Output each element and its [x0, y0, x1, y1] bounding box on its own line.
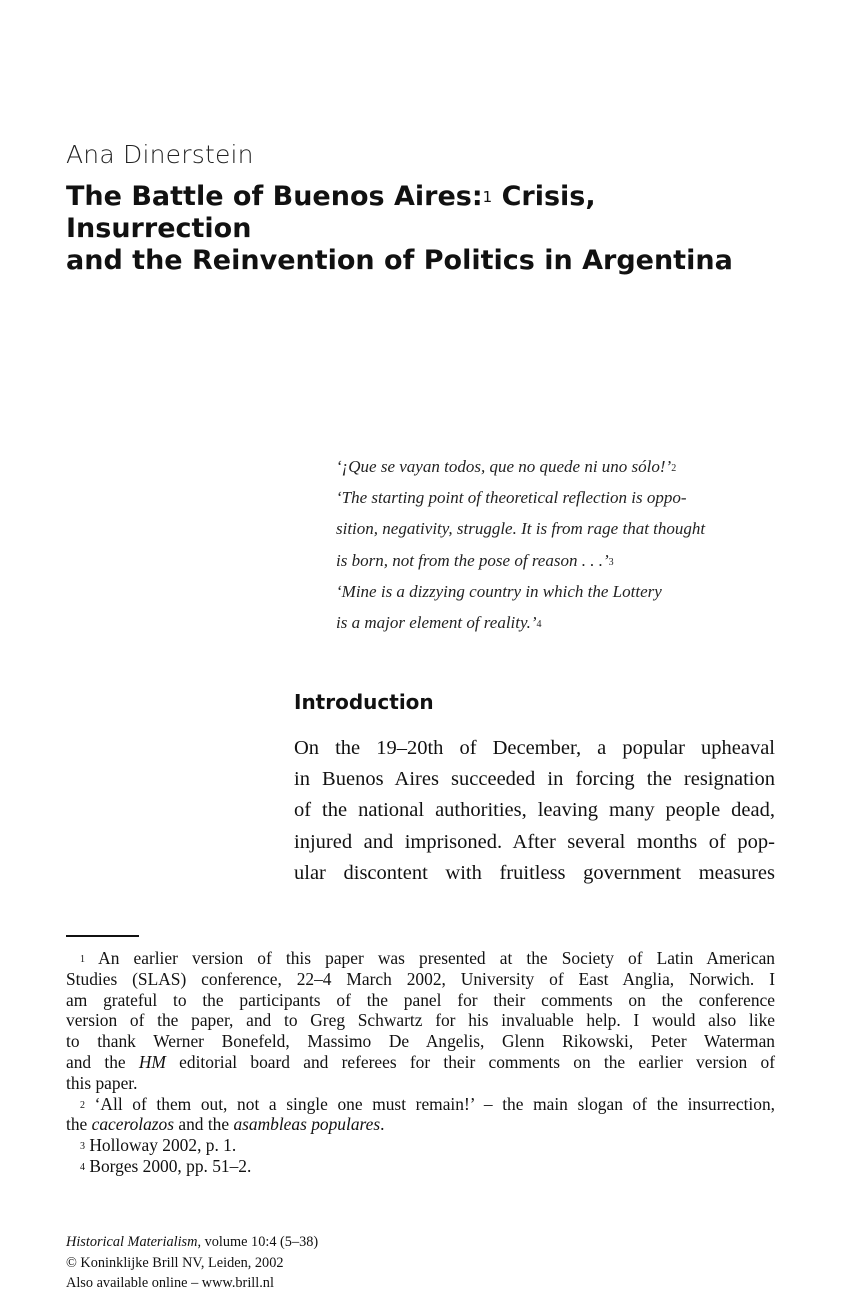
footnote-ref-2[interactable]: 2	[671, 463, 677, 474]
footnote-4	[66, 1156, 775, 1177]
footnote-marker: 3	[80, 1141, 85, 1153]
article-title	[66, 181, 786, 277]
footnote-marker: 2	[80, 1099, 85, 1111]
footnote-line: the cacerolazos and the asambleas populares.	[66, 1114, 385, 1135]
footnote-marker: 1	[80, 954, 85, 965]
footnote-ref-3[interactable]: 3	[608, 556, 614, 568]
journal-citation: Historical Materialism, volume 10:4 (5–38)	[66, 1234, 319, 1250]
journal-name: Historical Materialism	[66, 1234, 198, 1250]
footnote-line: and the HM editorial board and referees for their comments on the earlier version of	[66, 1051, 775, 1072]
footnote-line: am grateful to the participants of the panel for their comments on the conference	[66, 989, 775, 1010]
epigraphs	[336, 451, 746, 638]
copyright-notice: © Koninklijke Brill NV, Leiden, 2002	[66, 1254, 284, 1271]
journal-info	[66, 1232, 318, 1294]
footnotes	[66, 948, 775, 1177]
footnote-line: Studies (SLAS) conference, 22–4 March 2002, University of East Anglia, Norwich. I	[66, 968, 775, 989]
epigraph-line: is a major element of reality.’$^4$	[336, 613, 542, 633]
footnote-ref-1[interactable]: 1	[482, 188, 493, 206]
body-line: On the 19–20th of December, a popular upheaval	[294, 737, 775, 759]
footnote-3	[66, 1135, 775, 1156]
footnote-2	[66, 1094, 775, 1136]
footnote-divider	[66, 935, 139, 937]
section-heading-introduction: Introduction	[294, 690, 434, 714]
title-line-2: and the Reinvention of Politics in Argentina	[66, 245, 733, 276]
body-line: ular discontent with fruitless government measures	[294, 861, 775, 884]
author-name: Ana Dinerstein	[66, 140, 254, 169]
footnote-1	[66, 948, 775, 1094]
footnote-marker: 4	[80, 1161, 85, 1173]
body-line: in Buenos Aires succeeded in forcing the resignation	[294, 768, 775, 791]
footnote-line: $^3$ Holloway 2002, p. 1.	[80, 1135, 237, 1156]
online-availability: Also available online – www.brill.nl	[66, 1275, 274, 1291]
body-paragraph	[294, 733, 775, 889]
body-line: injured and imprisoned. After several months of pop-	[294, 830, 775, 853]
footnote-line: this paper.	[66, 1072, 138, 1093]
footnote-line: $^4$ Borges 2000, pp. 51–2.	[80, 1155, 252, 1176]
footnote-line: $^1$ An earlier version of this paper was presented at the Society of Latin American	[80, 948, 775, 968]
epigraph-line: ‘The starting point of theoretical reflection is oppo-	[336, 488, 687, 508]
epigraph-line: ‘Mine is a dizzying country in which the Lottery	[336, 581, 662, 601]
body-line: of the national authorities, leaving many people dead,	[294, 799, 775, 822]
epigraph-line: is born, not from the pose of reason . . .’$^3$	[336, 550, 614, 570]
footnote-ref-4[interactable]: 4	[536, 619, 542, 631]
epigraph-line: ‘¡Que se vayan todos, que no quede ni uno sólo!’$^2$	[336, 457, 677, 476]
epigraph-line: sition, negativity, struggle. It is from rage that thought	[336, 519, 706, 539]
footnote-line: $^2$ ‘All of them out, not a single one must remain!’ – the main slogan of the insurrection,	[80, 1093, 775, 1114]
footnote-line: to thank Werner Bonefeld, Massimo De Angelis, Glenn Rikowski, Peter Waterman	[66, 1031, 775, 1052]
footnote-line: version of the paper, and to Greg Schwartz for his invaluable help. I would also like	[66, 1010, 775, 1031]
title-line-1: The Battle of Buenos Aires:$^1$ Crisis, Insurrection	[66, 181, 596, 244]
